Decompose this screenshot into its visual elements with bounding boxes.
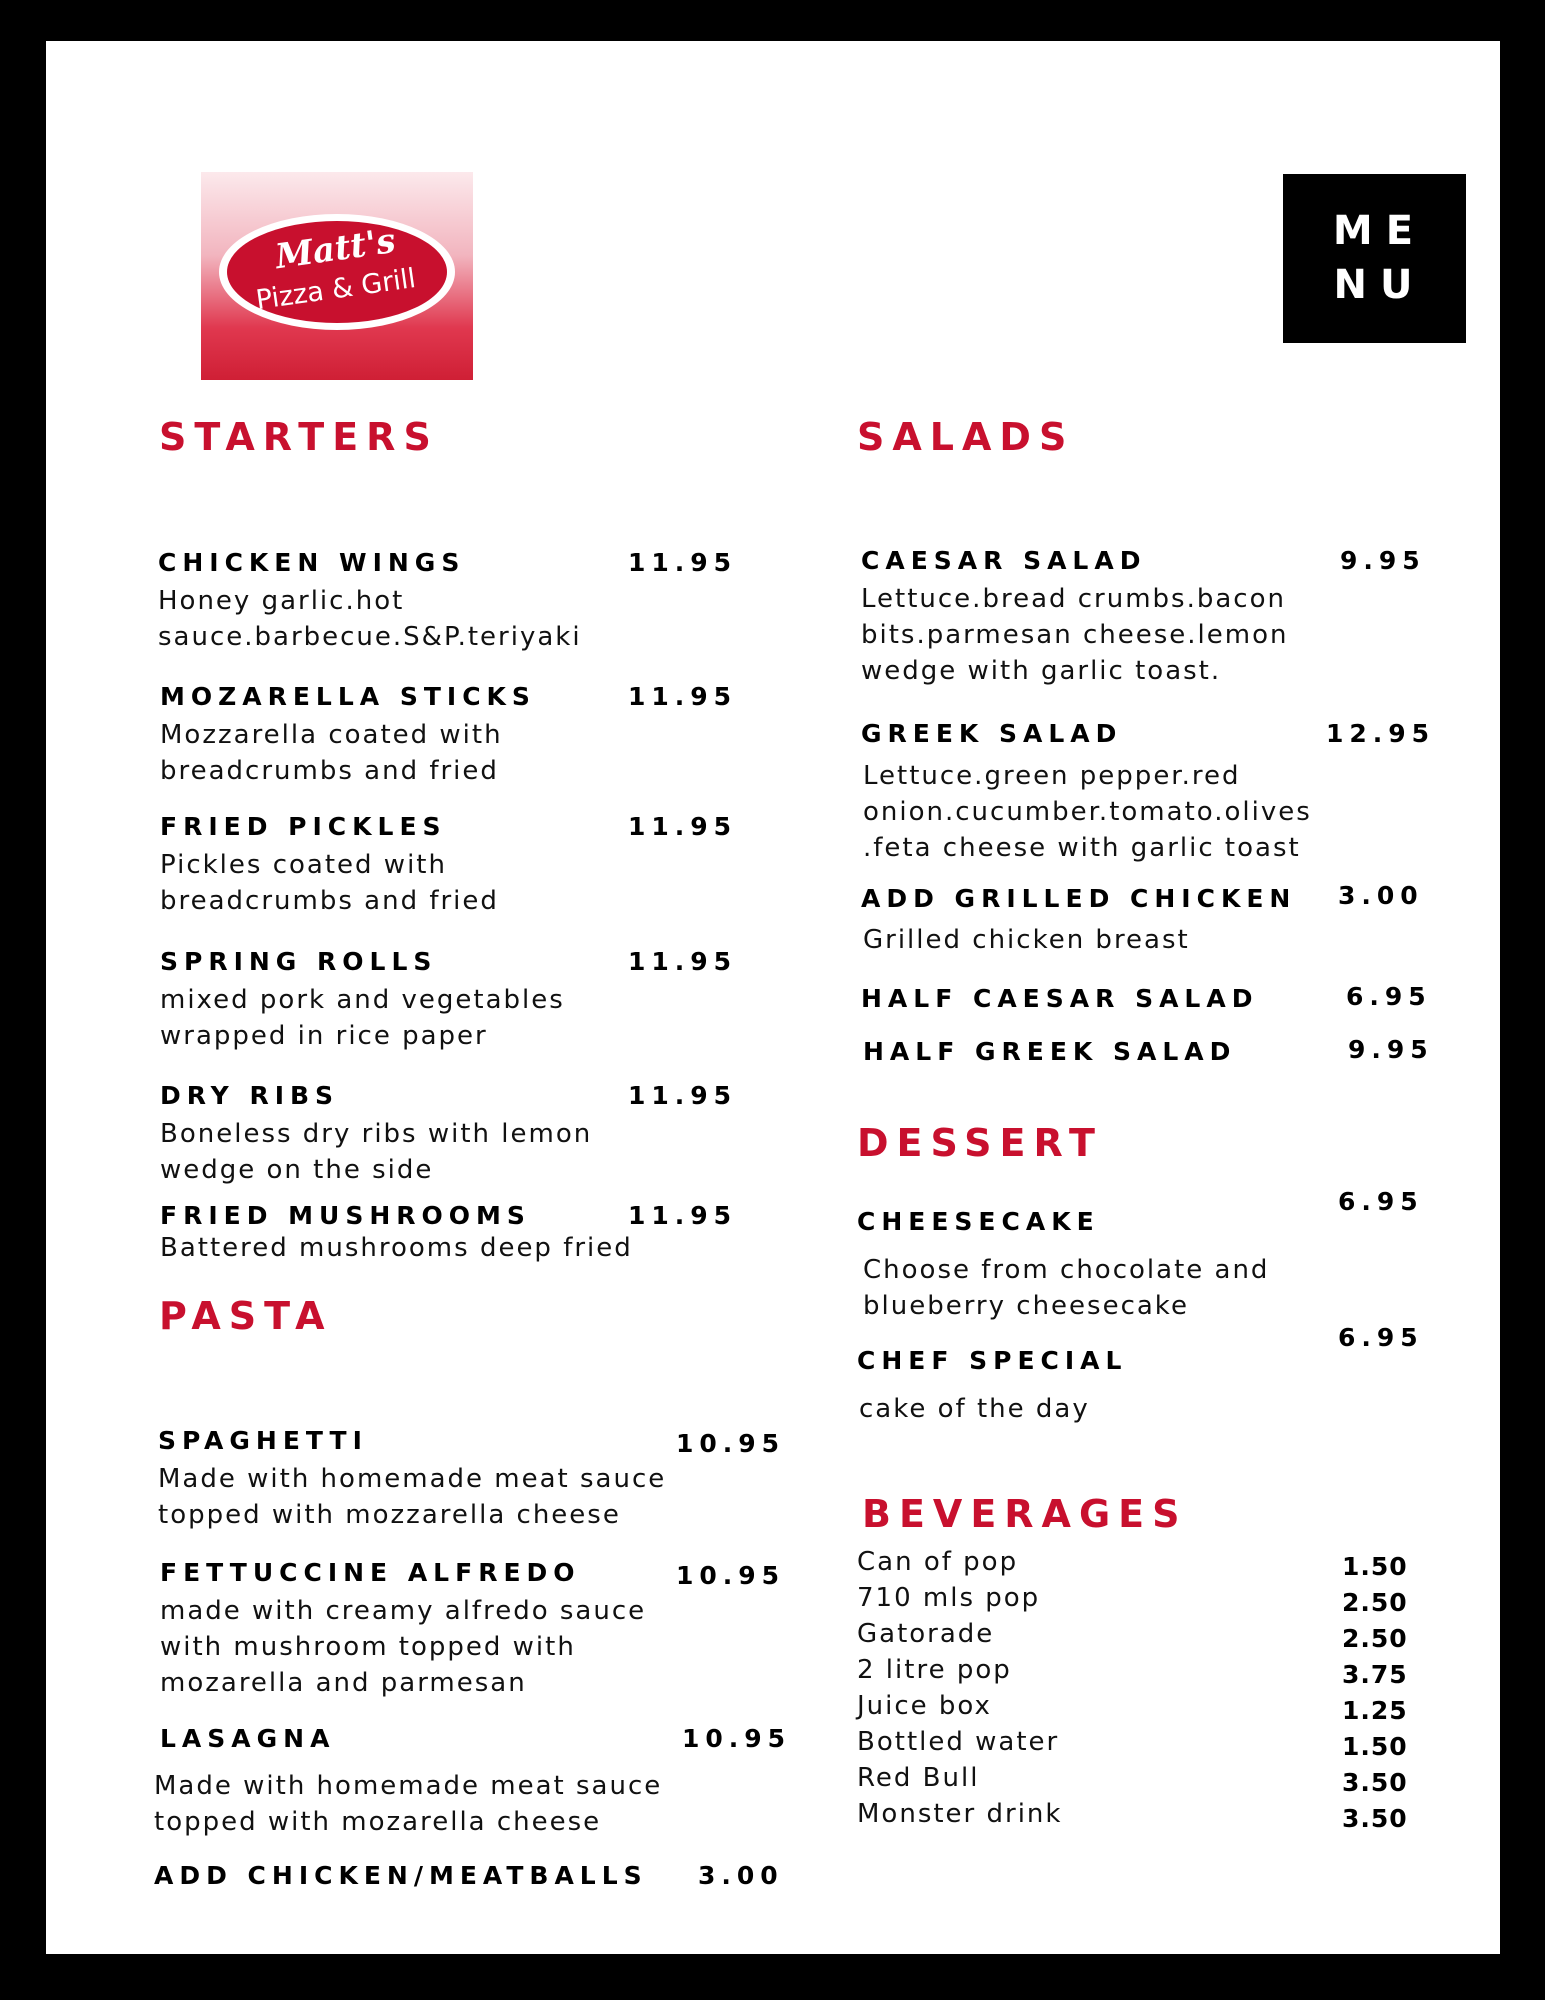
beverage-price: 3.50 xyxy=(1342,1768,1408,1797)
menu-item-price: 11.95 xyxy=(628,812,738,841)
menu-item-desc: wrapped in rice paper xyxy=(160,1021,488,1051)
menu-item-desc: mozarella and parmesan xyxy=(160,1668,527,1698)
menu-title-line2: NU xyxy=(1333,262,1426,308)
menu-item-desc: .feta cheese with garlic toast xyxy=(863,833,1301,863)
beverage-price: 1.50 xyxy=(1342,1552,1408,1581)
menu-item-price: 6.95 xyxy=(1338,1187,1424,1216)
dessert-heading: DESSERT xyxy=(857,1121,1103,1165)
menu-item-name: GREEK SALAD xyxy=(861,719,1123,748)
menu-item-price: 11.95 xyxy=(628,1201,738,1230)
beverage-name: Monster drink xyxy=(857,1799,1063,1829)
menu-page xyxy=(46,41,1500,1954)
menu-item-desc: breadcrumbs and fried xyxy=(160,886,499,916)
menu-item-desc: Grilled chicken breast xyxy=(863,925,1190,955)
menu-item-desc: Boneless dry ribs with lemon xyxy=(160,1119,593,1149)
menu-title-line1: ME xyxy=(1332,208,1427,254)
menu-item-price: 11.95 xyxy=(628,682,738,711)
menu-item-desc: Lettuce.bread crumbs.bacon xyxy=(861,584,1286,614)
menu-item-desc: sauce.barbecue.S&P.teriyaki xyxy=(158,622,582,652)
menu-item-desc: Choose from chocolate and xyxy=(863,1255,1270,1285)
menu-item-price: 6.95 xyxy=(1338,1323,1424,1352)
menu-item-name: ADD GRILLED CHICKEN xyxy=(861,884,1297,913)
menu-item-desc: wedge with garlic toast. xyxy=(861,656,1222,686)
beverages-heading: BEVERAGES xyxy=(862,1492,1188,1536)
beverage-price: 1.25 xyxy=(1342,1696,1408,1725)
beverage-price: 3.75 xyxy=(1342,1660,1408,1689)
menu-item-price: 6.95 xyxy=(1346,982,1432,1011)
menu-item-price: 10.95 xyxy=(676,1429,786,1458)
menu-item-desc: blueberry cheesecake xyxy=(863,1291,1189,1321)
starters-heading: STARTERS xyxy=(159,415,439,459)
menu-item-price: 10.95 xyxy=(682,1724,792,1753)
menu-item-name: DRY RIBS xyxy=(160,1081,340,1110)
restaurant-logo xyxy=(201,172,473,380)
beverage-name: Can of pop xyxy=(857,1547,1019,1577)
menu-item-desc: Made with homemade meat sauce xyxy=(154,1771,663,1801)
beverage-price: 2.50 xyxy=(1342,1624,1408,1653)
menu-item-name: CHICKEN WINGS xyxy=(158,548,466,577)
beverage-price: 1.50 xyxy=(1342,1732,1408,1761)
menu-item-price: 9.95 xyxy=(1348,1035,1434,1064)
menu-item-desc: bits.parmesan cheese.lemon xyxy=(861,620,1289,650)
menu-item-desc: Battered mushrooms deep fried xyxy=(160,1233,633,1263)
menu-item-name: SPRING ROLLS xyxy=(160,947,438,976)
menu-item-desc: with mushroom topped with xyxy=(160,1632,576,1662)
menu-item-name: SPAGHETTI xyxy=(158,1426,368,1455)
menu-item-name: FETTUCCINE ALFREDO xyxy=(160,1558,581,1587)
beverage-name: Red Bull xyxy=(857,1763,980,1793)
menu-item-price: 3.00 xyxy=(698,1861,784,1890)
menu-item-desc: Pickles coated with xyxy=(160,850,447,880)
menu-item-desc: Lettuce.green pepper.red xyxy=(863,761,1241,791)
beverage-name: 710 mls pop xyxy=(857,1583,1041,1613)
menu-item-name: LASAGNA xyxy=(160,1724,336,1753)
menu-item-desc: mixed pork and vegetables xyxy=(160,985,565,1015)
menu-item-name: FRIED PICKLES xyxy=(160,812,447,841)
beverage-name: 2 litre pop xyxy=(857,1655,1012,1685)
menu-item-price: 12.95 xyxy=(1326,719,1436,748)
menu-item-desc: topped with mozarella cheese xyxy=(154,1807,602,1837)
menu-item-desc: Honey garlic.hot xyxy=(158,586,405,616)
menu-item-desc: wedge on the side xyxy=(160,1155,434,1185)
menu-item-desc: breadcrumbs and fried xyxy=(160,756,499,786)
menu-item-desc: Made with homemade meat sauce xyxy=(158,1464,667,1494)
menu-item-desc: cake of the day xyxy=(859,1394,1090,1424)
menu-item-price: 11.95 xyxy=(628,548,738,577)
beverage-name: Juice box xyxy=(857,1691,992,1721)
menu-item-price: 11.95 xyxy=(628,947,738,976)
menu-item-price: 10.95 xyxy=(676,1561,786,1590)
menu-item-name: HALF GREEK SALAD xyxy=(863,1037,1237,1066)
beverage-price: 2.50 xyxy=(1342,1588,1408,1617)
pasta-heading: PASTA xyxy=(159,1294,333,1338)
menu-item-price: 9.95 xyxy=(1340,546,1426,575)
menu-item-desc: Mozzarella coated with xyxy=(160,720,503,750)
menu-item-desc: onion.cucumber.tomato.olives xyxy=(863,797,1312,827)
menu-item-name: CHEESECAKE xyxy=(857,1207,1100,1236)
salads-heading: SALADS xyxy=(857,415,1075,459)
menu-title-box xyxy=(1283,174,1466,343)
logo-text-line2: Pizza & Grill xyxy=(254,263,418,317)
menu-item-name: MOZARELLA STICKS xyxy=(160,682,536,711)
menu-item-price: 3.00 xyxy=(1338,881,1424,910)
menu-item-name: HALF CAESAR SALAD xyxy=(861,984,1259,1013)
menu-item-name: CHEF SPECIAL xyxy=(857,1346,1128,1375)
logo-text-line1: Matt's xyxy=(272,220,398,278)
beverage-name: Gatorade xyxy=(857,1619,995,1649)
menu-item-desc: made with creamy alfredo sauce xyxy=(160,1596,647,1626)
menu-item-name: CAESAR SALAD xyxy=(861,546,1147,575)
menu-item-price: 11.95 xyxy=(628,1081,738,1110)
beverage-price: 3.50 xyxy=(1342,1804,1408,1833)
beverage-name: Bottled water xyxy=(857,1727,1060,1757)
menu-item-name: FRIED MUSHROOMS xyxy=(160,1201,531,1230)
menu-item-name: ADD CHICKEN/MEATBALLS xyxy=(154,1861,648,1890)
menu-item-desc: topped with mozzarella cheese xyxy=(158,1500,621,1530)
